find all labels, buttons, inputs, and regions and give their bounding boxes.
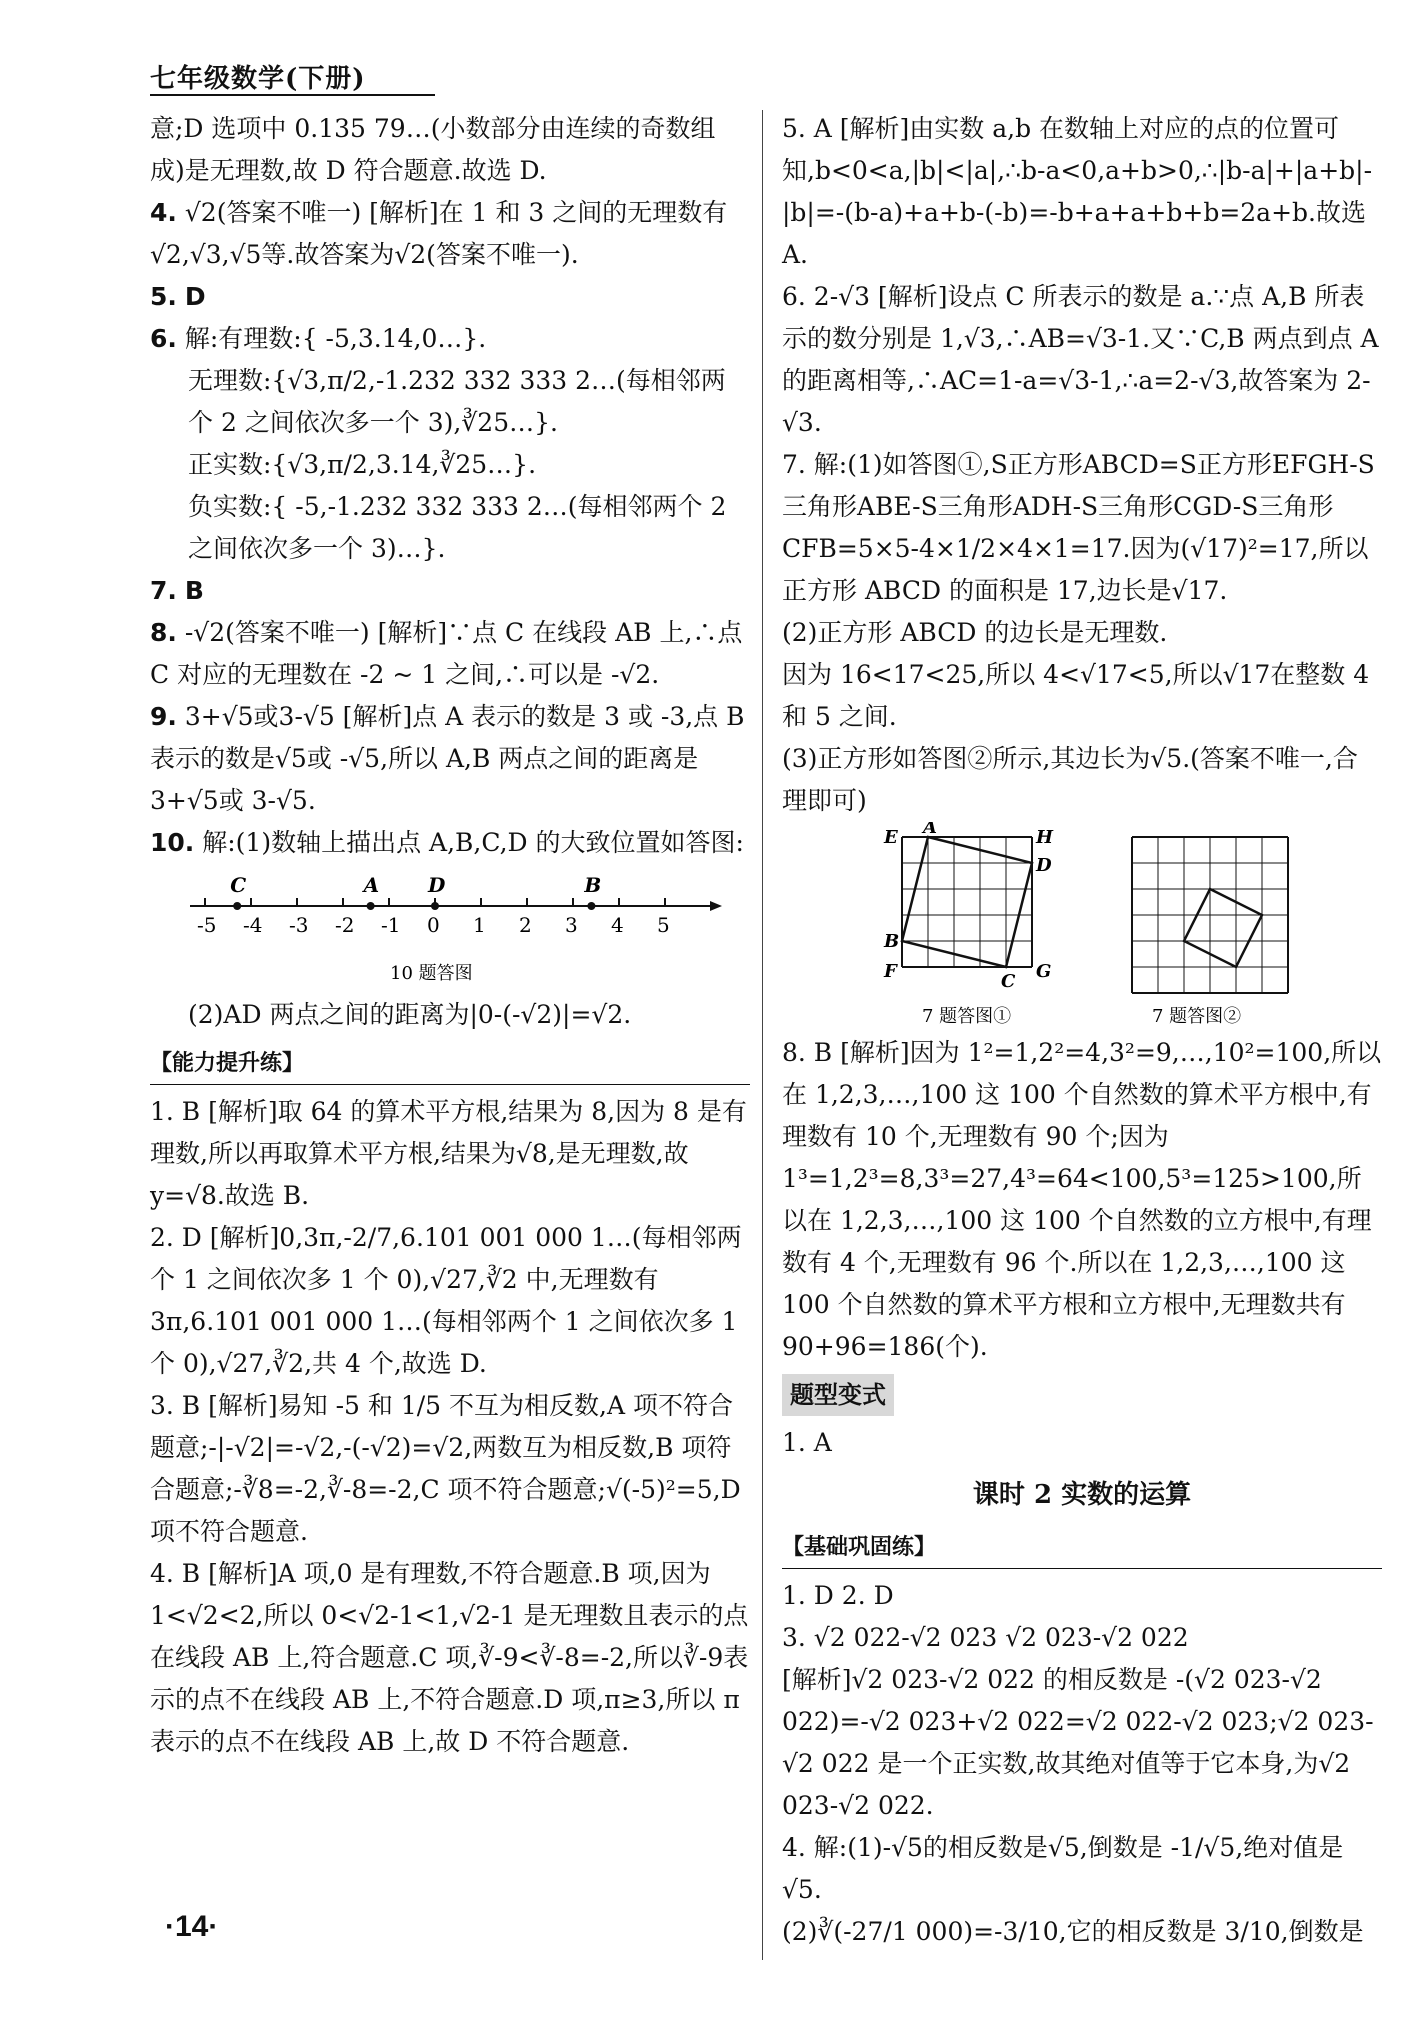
answer-4 [150,192,750,276]
answer-text: 无理数:{√3,π/2,-1.232 332 333 2…(每相邻两个 2 之间依次多一个 3),∛25…}. [188,366,726,437]
tick-label: 5 [657,913,670,937]
answer-text: 意;D 选项中 0.135 79…(小数部分由连续的奇数组成)是无理数,故 D 符合题意.故选 D. [150,114,716,185]
variant-tag: 题型变式 [782,1374,894,1416]
q-number: 8. [150,618,177,647]
answer-text: 1. A [782,1428,832,1457]
answer-text: 正实数:{√3,π/2,3.14,∛25…}. [188,450,537,479]
left-column [150,108,750,1763]
tick-label: -1 [381,913,401,937]
answer-text: 2. D [解析]0,3π,-2/7,6.101 001 000 1…(每相邻两个 1 之间依次多 1 个 0),√27,∛2 中,无理数有 3π,6.101 001 000 1…(每相邻两个 1 之间依次多 1 个 0),√27,∛2,共 4 个,故选 D. [150,1223,742,1378]
grid-figure-svg [782,822,1382,1032]
answer-text: 解:(1)数轴上描出点 A,B,C,D 的大致位置如答图: [202,828,744,857]
section-basic-heading: 【基础巩固练】 [782,1526,1382,1569]
q-number: 7. [150,576,177,605]
grid-figures [782,822,1382,1032]
tick-label: 1 [473,913,486,937]
number-line-figure [150,864,750,994]
header-rule [150,94,435,96]
tick-label: -2 [335,913,355,937]
answer-text: 1. B [解析]取 64 的算术平方根,结果为 8,因为 8 是有理数,所以再取算术平方根,结果为√8,是无理数,故 y=√8.故选 B. [150,1097,747,1210]
answer-5 [150,276,750,318]
point-label: C [230,873,247,897]
answer-text: 解:有理数:{ -5,3.14,0…}. [184,324,487,353]
q-number: 4. [150,198,177,227]
answer-text: 8. B [解析]因为 1²=1,2²=4,3²=9,…,10²=100,所以在 1,2,3,…,100 这 100 个自然数的算术平方根中,有理数有 10 个,无理数有 90 个;因为 1³=1,2³=8,3³=27,4³=64<100,5³=125>100,所以在 1,2,3,…,100 这 100 个自然数的立方根中,有理数有 4 个,无理数有 96 个.所以在 1,2,3,…,100 这 100 个自然数的算术平方根和立方根中,无理数共有 90+96=186(个). [782,1038,1382,1361]
answer-text: B [184,576,204,605]
tick-label: 0 [427,913,440,937]
answer-text: 因为 16<17<25,所以 4<√17<5,所以√17在整数 4 和 5 之间. [782,660,1370,731]
answer-text: 5. A [解析]由实数 a,b 在数轴上对应的点的位置可知,b<0<a,|b|<|a|,∴b-a<0,a+b>0,∴|b-a|+|a+b|-|b|=-(b-a)+a+b-(-b)=-b+a+a+b+b=2a+b.故选 A. [782,114,1373,269]
point-B [587,902,595,910]
answer-text: (3)正方形如答图②所示,其边长为√5.(答案不唯一,合理即可) [782,744,1358,815]
answer-text: 3. √2 022-√2 023 √2 023-√2 022 [782,1623,1189,1652]
vertex-label: E [884,827,898,848]
square-abcd [902,837,1032,967]
figure-caption-2: 7 题答图② [1152,1006,1242,1027]
vertex-label: C [1001,971,1016,992]
answer-text: 4. B [解析]A 项,0 是有理数,不符合题意.B 项,因为 1<√2<2,所以 0<√2-1<1,√2-1 是无理数且表示的点在线段 AB 上,符合题意.C 项,∛-9<∛-8=-2,所以∛-9表示的点不在线段 AB 上,不符合题意.D 项,π≥3,所以 π 表示的点不在线段 AB 上,故 D 不符合题意. [150,1559,749,1756]
point-C [233,902,241,910]
q-number: 6. [150,324,177,353]
answer-text: 负实数:{ -5,-1.232 332 333 2…(每相邻两个 2 之间依次多一个 3)…}. [188,492,727,563]
answer-text: -√2(答案不唯一) [解析]∵点 C 在线段 AB 上,∴点 C 对应的无理数在 -2 ~ 1 之间,∴可以是 -√2. [150,618,743,689]
tick-label: 4 [611,913,624,937]
answer-text: 1. D 2. D [782,1581,894,1610]
answer-text: √2(答案不唯一) [解析]在 1 和 3 之间的无理数有√2,√3,√5等.故答案为√2(答案不唯一). [150,198,728,269]
answer-7 [150,570,750,612]
number-line [150,864,750,994]
answer-text: 7. 解:(1)如答图①,S正方形ABCD=S正方形EFGH-S三角形ABE-S三角形ADH-S三角形CGD-S三角形CFB=5×5-4×1/2×4×1=17.因为(√17)²=17,所以正方形 ABCD 的面积是 17,边长是√17. [782,450,1375,605]
vertex-label: G [1036,961,1052,982]
answer-text: [解析]√2 023-√2 022 的相反数是 -(√2 023-√2 022)=-√2 023+√2 022=√2 022-√2 023;√2 023-√2 022 是一个正实数,故其绝对值等于它本身,为√2 023-√2 022. [782,1665,1374,1820]
page-header-title: 七年级数学(下册) [150,64,366,94]
grid-figure-1 [883,822,1054,992]
q-number: 5. [150,282,177,311]
answer-text: 6. 2-√3 [解析]设点 C 所表示的数是 a.∵点 A,B 所表示的数分别是 1,√3,∴AB=√3-1.又∵C,B 两点到点 A 的距离相等,∴AC=1-a=√3-1,∴a=2-√3,故答案为 2-√3. [782,282,1379,437]
vertex-label: F [884,961,897,982]
right-column [782,108,1382,1953]
tick-label: 2 [519,913,532,937]
answer-text: D [184,282,206,311]
q-number: 9. [150,702,177,731]
answer-6 [150,318,750,360]
axis-arrow [710,901,722,911]
answer-text: (2)正方形 ABCD 的边长是无理数. [782,618,1168,647]
tick-label: 3 [565,913,578,937]
answer-8 [150,612,750,696]
section-ability-heading: 【能力提升练】 [150,1042,750,1085]
point-label: B [584,873,602,897]
page-number: ·14· [165,1910,219,1943]
answer-text: 3. B [解析]易知 -5 和 1/5 不互为相反数,A 项不符合题意;-|-√2|=-√2,-(-√2)=√2,两数互为相反数,B 项符合题意;-∛8=-2,∛-8=-2,C 项不符合题意;√(-5)²=5,D 项不符合题意. [150,1391,741,1546]
vertex-label: B [884,931,900,952]
figure-caption: 10 题答图 [390,963,473,984]
grid-figure-2 [1132,837,1288,993]
q-number: 10. [150,828,195,857]
square-root5 [1184,889,1262,967]
column-divider [762,110,763,1960]
lesson-title: 课时 2 实数的运算 [972,1480,1192,1510]
tick-label: -3 [289,913,309,937]
tick-label: -5 [197,913,217,937]
answer-text: 3+√5或3-√5 [解析]点 A 表示的数是 3 或 -3,点 B 表示的数是√5或 -√5,所以 A,B 两点之间的距离是 3+√5或 3-√5. [150,702,745,815]
vertex-label: D [1036,855,1052,876]
point-D [431,902,439,910]
answer-9 [150,696,750,822]
vertex-label: A [923,822,937,838]
vertex-label: H [1036,827,1054,848]
point-label: A [363,873,380,897]
point-label: D [428,873,446,897]
answer-text: (2)∛(-27/1 000)=-3/10,它的相反数是 3/10,倒数是 [782,1917,1364,1946]
answer-text: 4. 解:(1)-√5的相反数是√5,倒数是 -1/√5,绝对值是√5. [782,1833,1344,1904]
figure-caption-1: 7 题答图① [922,1006,1012,1027]
answer-text: (2)AD 两点之间的距离为|0-(-√2)|=√2. [188,1000,632,1029]
answer-10 [150,822,750,864]
point-A [367,902,375,910]
tick-label: -4 [243,913,263,937]
